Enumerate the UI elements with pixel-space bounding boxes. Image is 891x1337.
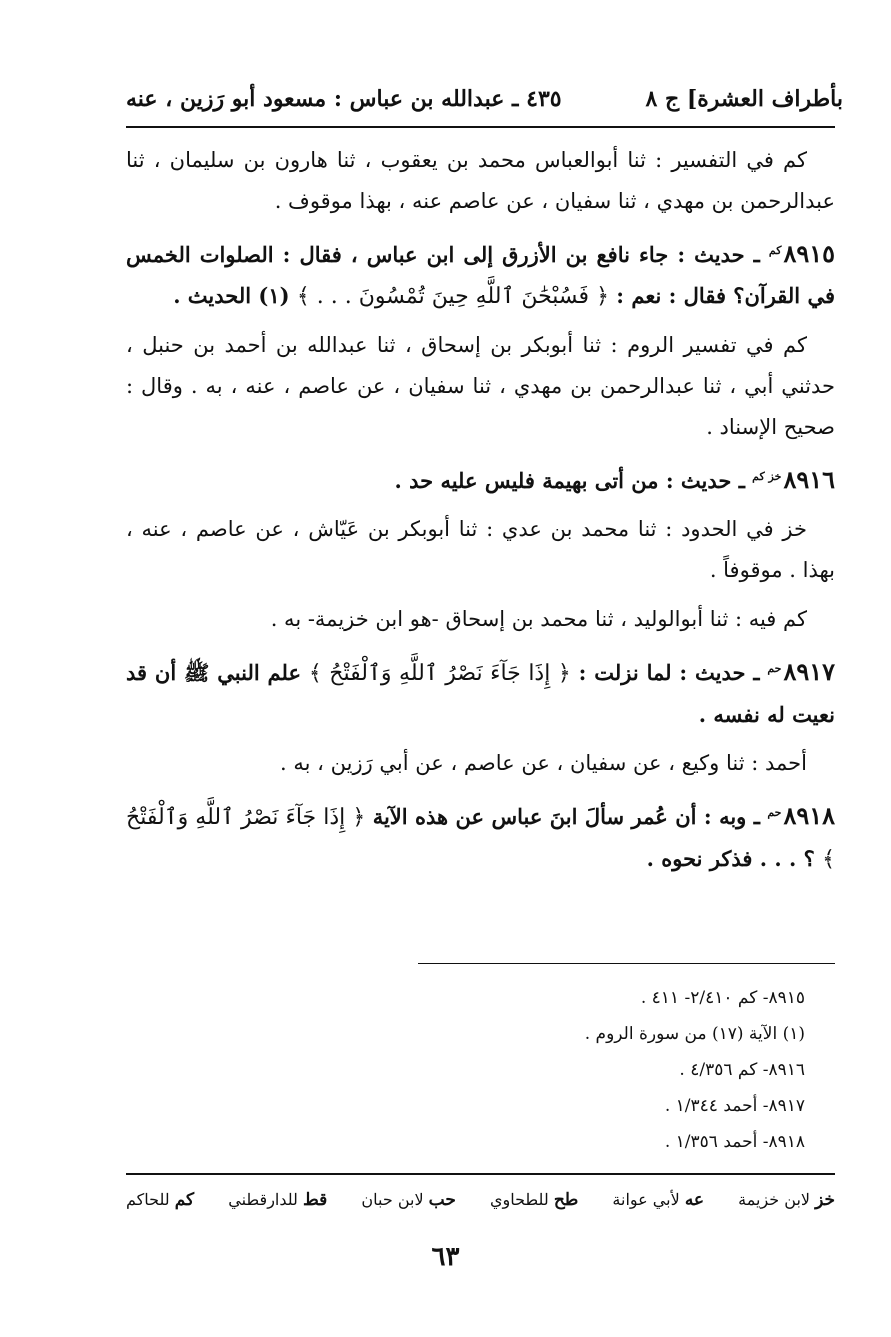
source-siglum: حم	[767, 662, 782, 675]
abbreviation-item	[361, 1190, 455, 1210]
hadith-entry	[126, 456, 835, 501]
abbreviation-item	[126, 1190, 194, 1210]
hadith-text: ـ وبه : أن عُمر سألَ ابنَ عباس عن هذه الآية	[372, 804, 760, 829]
abbreviation-item	[738, 1190, 835, 1210]
isnad-paragraph: كم في تفسير الروم : ثنا أبوبكر بن إسحاق ، ثنا عبدالله بن أحمد بن حنبل ، حدثني أبي ، ثنا عبدالرحمن بن مهدي ، ثنا سفيان ، عن عاصم ، عنه ، به . وقال : صحيح الإسناد .	[126, 333, 835, 439]
hadith-entry	[126, 230, 835, 317]
footnote: ٨٩١٧- أحمد ١/٣٤٤ .	[664, 1096, 805, 1116]
source-siglum: كم	[768, 244, 782, 257]
hadith-number: ٨٩١٨	[783, 801, 835, 830]
source-siglum: حم	[767, 806, 782, 819]
hadith-text-end: ؟ . . . فذكر نحوه .	[646, 846, 815, 871]
footnote: (١) الآية (١٧) من سورة الروم .	[584, 1024, 805, 1044]
isnad-paragraph: كم فيه : ثنا أبوالوليد ، ثنا محمد بن إسحاق -هو ابن خزيمة- به .	[270, 607, 807, 631]
header-chapter: ٤٣٥ ـ عبدالله بن عباس : مسعود أبو رَزين ، عنه	[126, 86, 562, 112]
abbreviation-code: حب	[428, 1190, 456, 1210]
abbreviation-code: عه	[684, 1190, 705, 1210]
footnote: ٨٩١٥- كم ٢/٤١٠- ٤١١ .	[640, 988, 805, 1008]
abbreviation-name: لأبي عوانة	[612, 1190, 680, 1209]
hadith-entry	[126, 792, 835, 880]
hadith-text: ـ حديث : جاء نافع بن الأزرق إلى ابن عباس ، فقال : الصلوات الخمس في القرآن؟ فقال : نعم :	[126, 242, 835, 308]
hadith-text: ـ حديث : لما نزلت :	[578, 660, 760, 685]
isnad-paragraph: أحمد : ثنا وكيع ، عن سفيان ، عن عاصم ، عن أبي رَزين ، به .	[280, 751, 807, 775]
footnotes	[585, 980, 805, 1160]
abbreviation-code: كم	[174, 1190, 195, 1210]
quran-quote: ﴿ إِذَا جَآءَ نَصْرُ ٱللَّهِ وَٱلْفَتْحُ ﴾	[308, 661, 571, 686]
abbreviation-name: لابن حبان	[361, 1190, 424, 1209]
page-number: ٦٣	[431, 1242, 460, 1272]
hadith-number: ٨٩١٧	[783, 657, 836, 686]
quran-quote: ﴿ فَسُبْحَٰنَ ٱللَّهِ حِينَ تُمْسُونَ . . . ﴾	[296, 284, 609, 309]
abbrev-rule	[126, 1173, 835, 1175]
hadith-text: ـ حديث : من أتى بهيمة فليس عليه حد .	[394, 468, 745, 493]
abbreviation-name: للدارقطني	[228, 1190, 298, 1209]
main-text	[126, 140, 835, 888]
isnad-paragraph: خز في الحدود : ثنا محمد بن عدي : ثنا أبوبكر بن عَيّاش ، عن عاصم ، عنه ، بهذا . موقوفاً .	[126, 517, 835, 582]
hadith-text-end: علم النبي ﷺ أن قد نعيت له نفسه .	[126, 660, 835, 727]
hadith-text-end: (١) الحديث .	[173, 283, 290, 308]
abbreviation-key	[126, 1190, 835, 1210]
hadith-number: ٨٩١٦	[783, 465, 835, 494]
hadith-entry	[126, 648, 835, 735]
running-header	[126, 82, 843, 116]
abbreviation-code: خز	[815, 1190, 835, 1210]
header-rule	[126, 126, 835, 128]
abbreviation-item	[228, 1190, 327, 1210]
abbreviation-name: للطحاوي	[489, 1190, 549, 1209]
footnote: ٨٩١٦- كم ٤/٣٥٦ .	[679, 1060, 805, 1080]
abbreviation-name: لابن خزيمة	[738, 1190, 811, 1209]
abbreviation-item	[490, 1190, 578, 1210]
hadith-number: ٨٩١٥	[783, 239, 836, 268]
abbreviation-item	[612, 1190, 704, 1210]
header-volume: بأطراف العشرة] ج ٨	[645, 86, 843, 112]
footnote-rule	[418, 963, 835, 964]
abbreviation-name: للحاكم	[126, 1190, 170, 1209]
abbreviation-code: طح	[553, 1190, 579, 1210]
source-siglum: خز كم	[752, 470, 782, 483]
abbreviation-code: قط	[303, 1190, 328, 1210]
footnote: ٨٩١٨- أحمد ١/٣٥٦ .	[664, 1132, 805, 1152]
isnad-paragraph: كم في التفسير : ثنا أبوالعباس محمد بن يعقوب ، ثنا هارون بن سليمان ، ثنا عبدالرحمن بن مهدي ، ثنا سفيان ، عن عاصم عنه ، بهذا موقوف .	[126, 148, 835, 213]
quran-quote: ﴿ إِذَا جَآءَ نَصْرُ ٱللَّهِ وَٱلْفَتْحُ ﴾	[126, 805, 835, 872]
